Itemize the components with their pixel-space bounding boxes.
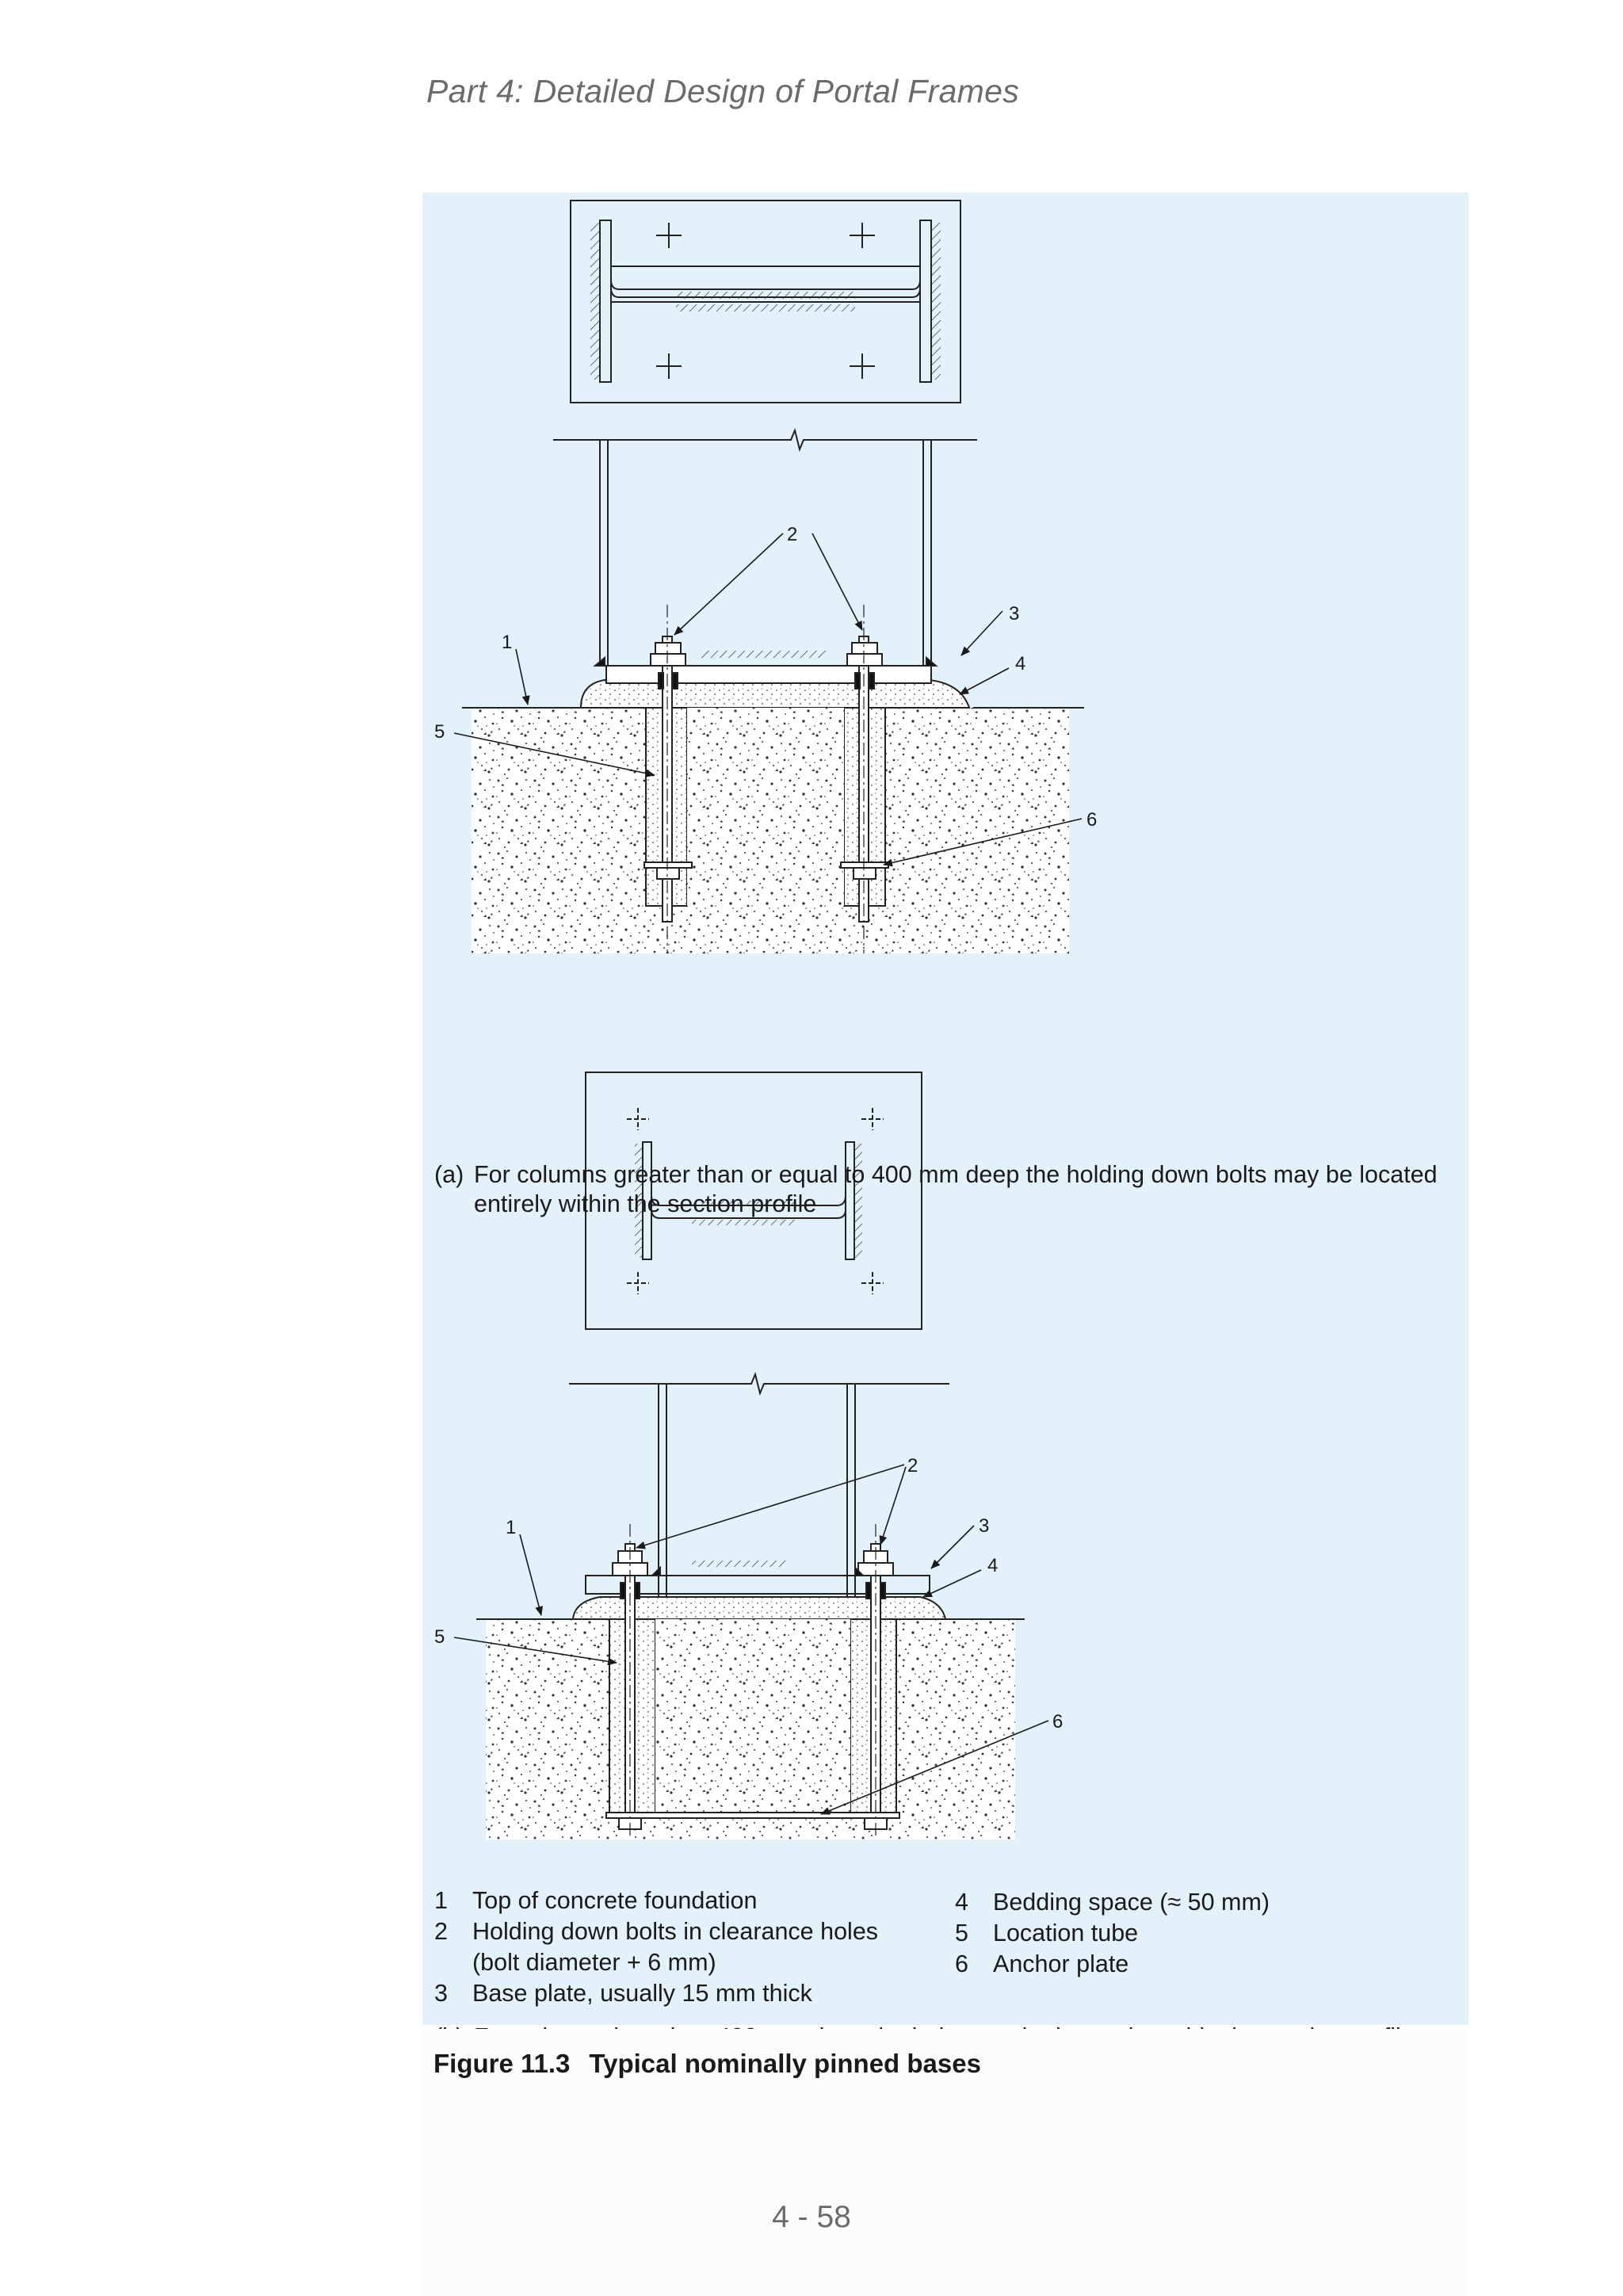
panel-a-tag: (a) — [434, 1161, 464, 1188]
panel-a-callout-6: 6 — [1086, 809, 1098, 831]
figure-panel — [422, 193, 1468, 2025]
panel-a-callout-1: 1 — [502, 632, 513, 653]
panel-a-drawing — [434, 201, 1097, 953]
panel-b-callout-1: 1 — [506, 1517, 517, 1538]
figure-number: Figure 11.3 — [433, 2049, 571, 2078]
panel-b-callout-6: 6 — [1052, 1711, 1064, 1733]
figure-title — [433, 2049, 981, 2079]
panel-b-callout-5: 5 — [434, 1626, 445, 1648]
panel-b-callout-4: 4 — [987, 1555, 999, 1576]
panel-b-elevation — [476, 1374, 1025, 1839]
panel-a-elevation — [462, 430, 1084, 953]
panel-a-plan-view — [571, 201, 960, 403]
panel-a-callout-2: 2 — [787, 524, 798, 545]
running-header: Part 4: Detailed Design of Portal Frames — [426, 73, 1020, 109]
panel-a-caption-text: For columns greater than or equal to 400 mm deep the holding down bolts may be located entirely within the section profile — [474, 1161, 1438, 1217]
figure-title-text: Typical nominally pinned bases — [589, 2049, 981, 2078]
page-number: 4 - 58 — [772, 2200, 851, 2234]
panel-b-callout-3: 3 — [979, 1515, 990, 1537]
panel-b-callout-2: 2 — [907, 1455, 918, 1477]
panel-a-callout-5: 5 — [434, 721, 445, 743]
panel-a-callout-4: 4 — [1015, 653, 1026, 674]
panel-a-callout-3: 3 — [1009, 603, 1020, 625]
figure-drawing — [422, 193, 1468, 2025]
